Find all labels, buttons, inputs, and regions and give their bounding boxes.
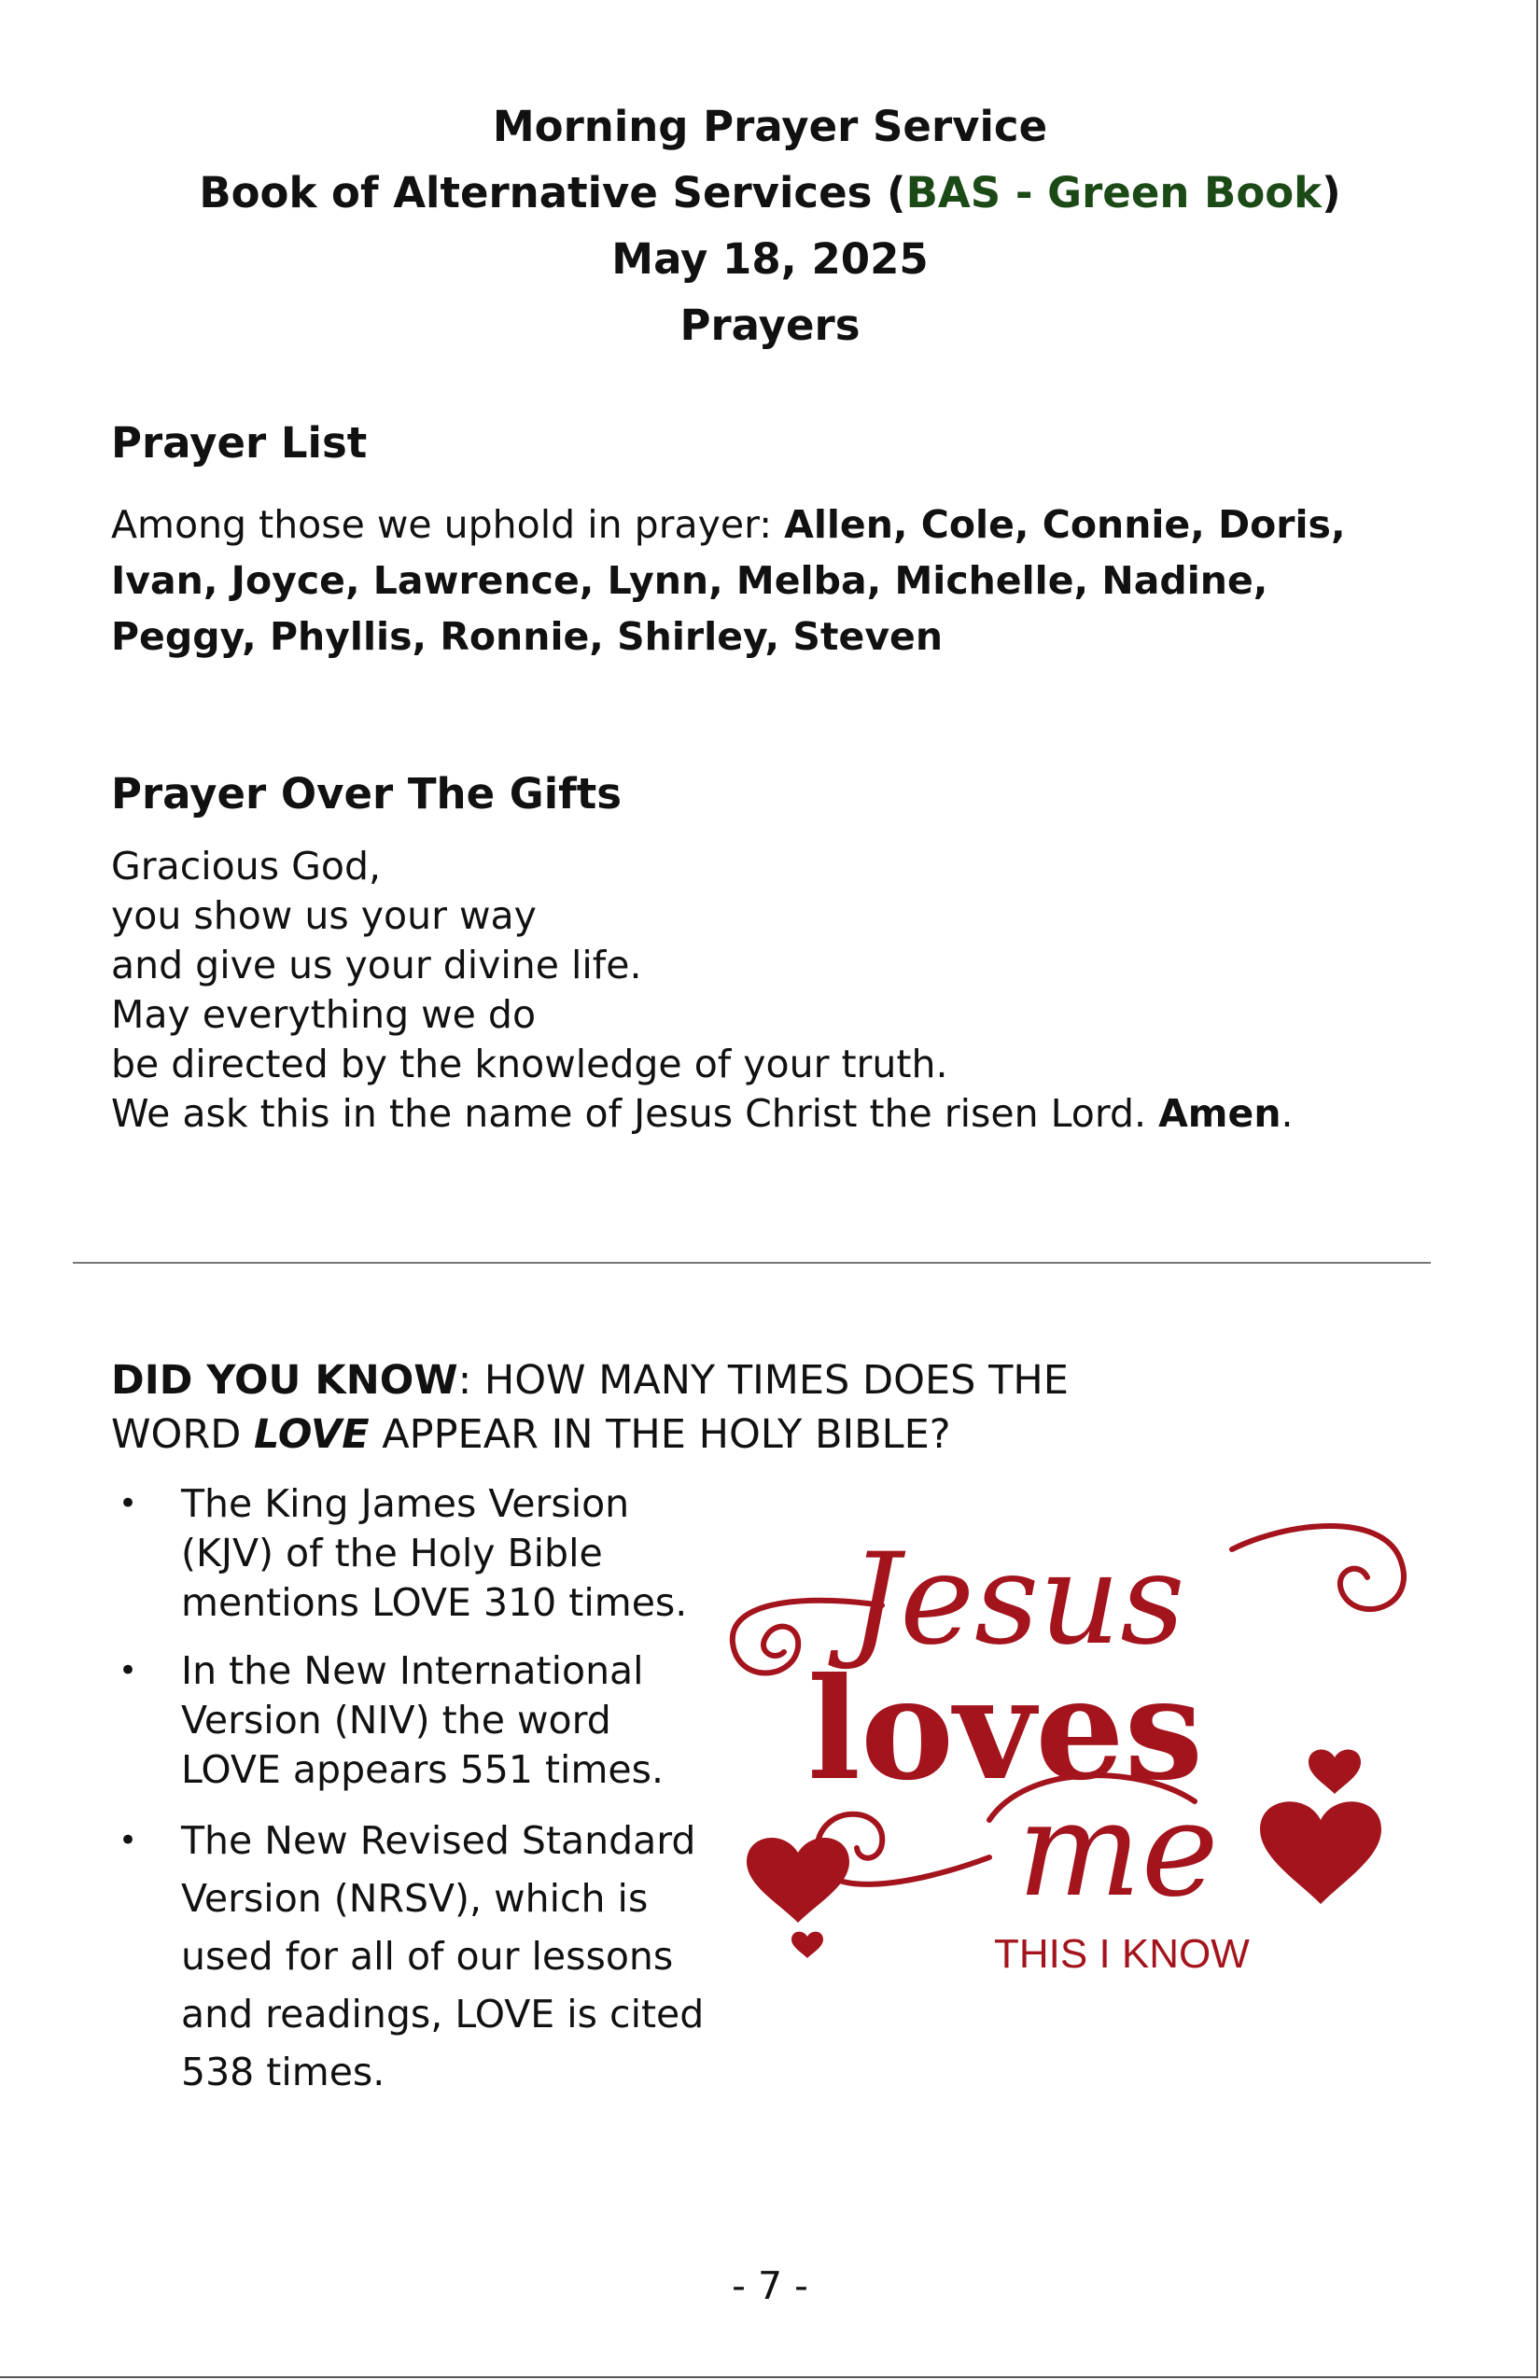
prayer-list-text [111, 497, 1362, 665]
prayer-line: and give us your divine life. [111, 943, 642, 987]
prayer-list-heading: Prayer List [111, 418, 368, 468]
heart-icon [747, 1838, 849, 1923]
did-you-know [111, 1353, 1069, 1462]
prayer-list-names: Allen, Cole, Connie, Doris, Ivan, Joyce, Lawrence, Lynn, Melba, Michelle, Nadine, Peggy, Phyllis, Ronnie, Shirley, Steven [111, 502, 1346, 659]
heart-icon [1309, 1749, 1361, 1794]
header [0, 93, 1540, 358]
list-item: • In the New International Version (NIV) the word LOVE appears 551 times. [119, 1648, 665, 1792]
heart-icon [791, 1932, 823, 1958]
bullet-icon: • [119, 1485, 138, 1522]
book-title: Book of Alternative Services (BAS - Green Book) [199, 168, 1341, 217]
art-word-me: me [1017, 1774, 1219, 1926]
page-number: - 7 - [732, 2263, 808, 2308]
jesus-loves-me-artwork [709, 1484, 1437, 2007]
prayer-over-gifts-text [111, 842, 1294, 1139]
prayer-over-gifts-heading: Prayer Over The Gifts [111, 769, 622, 819]
prayer-line: be directed by the knowledge of your truth. [111, 1042, 948, 1086]
bullet-icon: • [119, 1652, 138, 1689]
love-word: LOVE [254, 1411, 370, 1458]
prayer-line: Gracious God, [111, 844, 382, 889]
list-item: • The King James Version (KJV) of the Holy Bible mentions LOVE 310 times. [119, 1481, 688, 1625]
service-date: May 18, 2025 [611, 234, 929, 284]
book-highlight: BAS - Green Book [905, 168, 1323, 217]
prayer-list-intro: Among those we uphold in prayer: [111, 502, 785, 547]
divider [73, 1262, 1431, 1264]
did-you-know-line2: WORD LOVE APPEAR IN THE HOLY BIBLE? [111, 1411, 951, 1458]
prayer-line-last: We ask this in the name of Jesus Christ the risen Lord. Amen. [111, 1091, 1294, 1136]
list-item: • The New Revised Standard Version (NRSV), which is used for all of our lessons and readings, LOVE is cited 538 times. [111, 1812, 708, 2101]
prayer-line: May everything we do [111, 992, 537, 1037]
did-you-know-label: DID YOU KNOW [111, 1357, 458, 1404]
section-subtitle: Prayers [679, 301, 861, 350]
art-word-loves: loves [807, 1647, 1204, 1812]
service-title: Morning Prayer Service [492, 102, 1048, 151]
art-word-jesus: Jesus [849, 1526, 1185, 1673]
heart-icon [1260, 1801, 1381, 1904]
did-you-know-line1: DID YOU KNOW: HOW MANY TIMES DOES THE [111, 1357, 1069, 1404]
bullet-icon: • [119, 1822, 138, 1859]
art-tagline: THIS I KNOW [994, 1931, 1250, 1977]
amen: Amen [1158, 1091, 1281, 1136]
bullet-list [111, 1479, 708, 2101]
prayer-line: you show us your way [111, 893, 537, 938]
